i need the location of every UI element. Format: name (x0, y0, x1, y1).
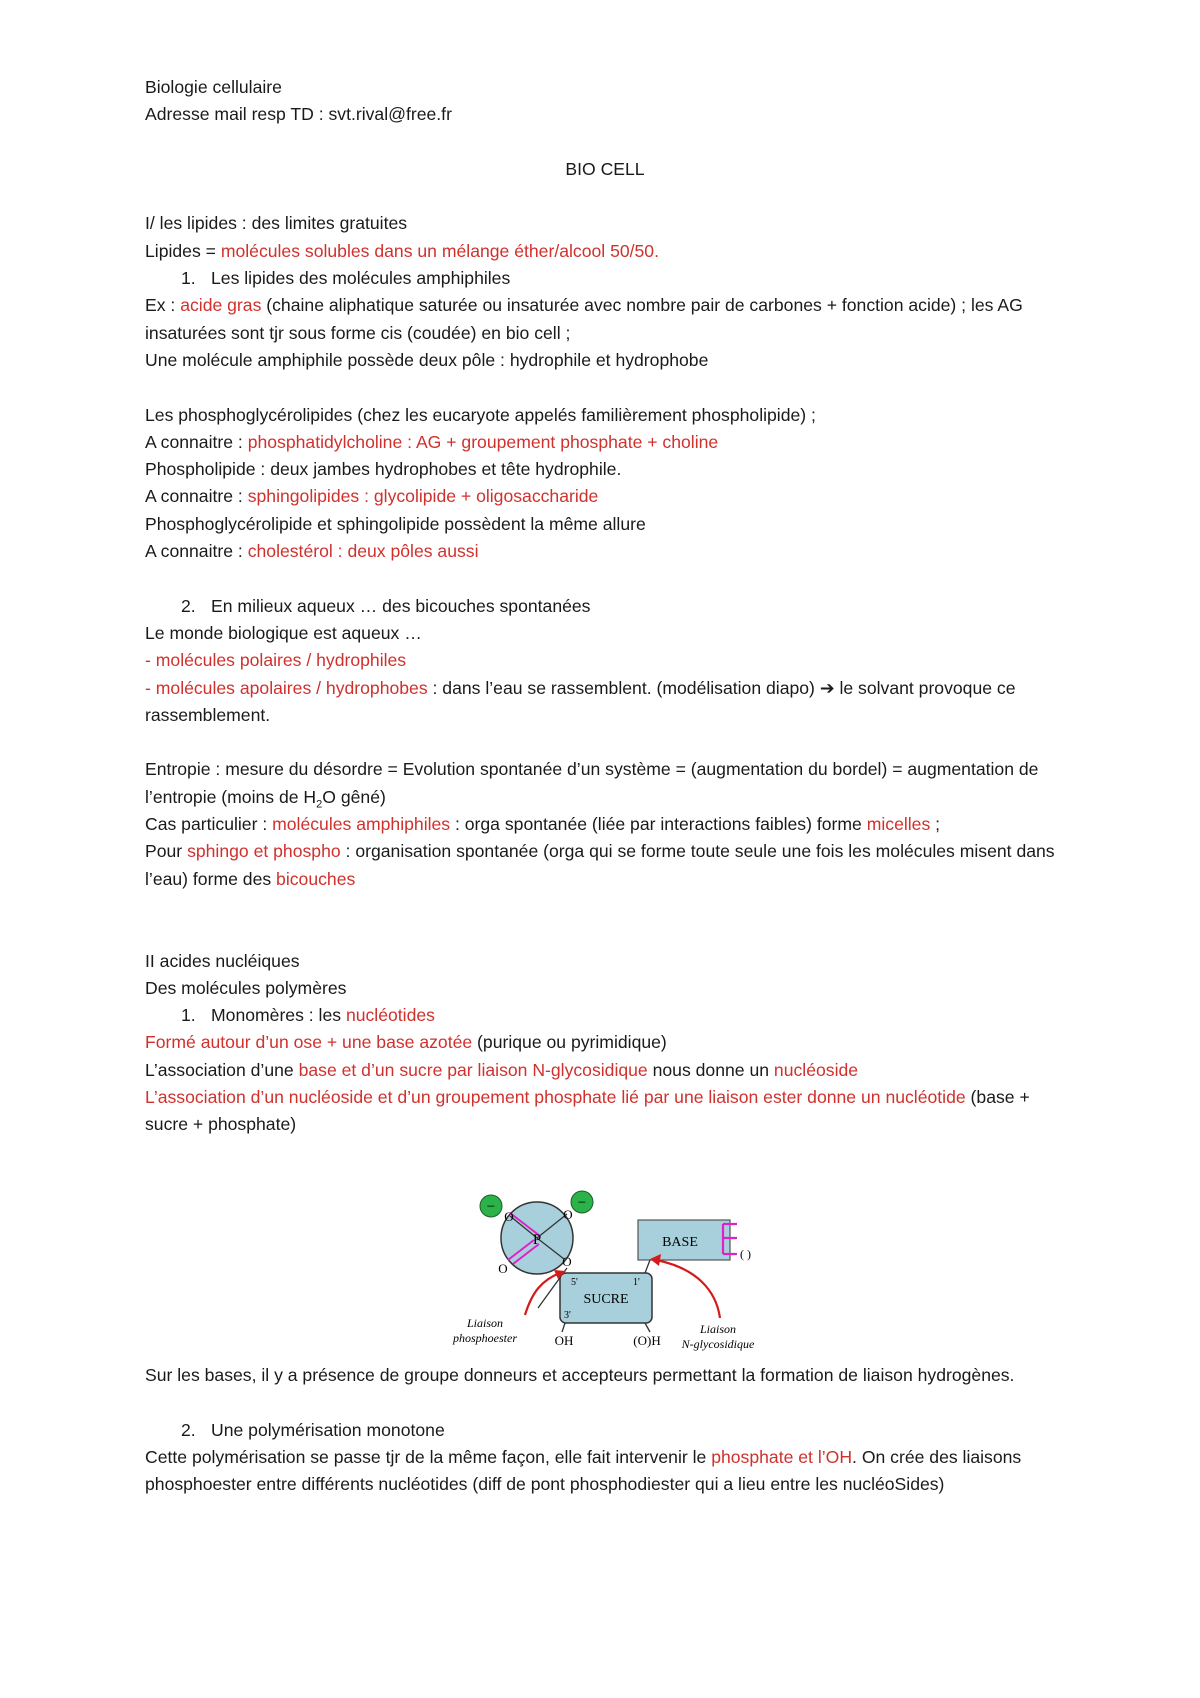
nucleotide-line: L’association d’un nucléoside et d’un groupement phosphate lié par une liaison ester donne un nucléotide (base + sucre + phosphate) (145, 1086, 1030, 1135)
arrow-icon: ➔ (819, 677, 835, 698)
liaison-phosphoester-label: Liaison (466, 1316, 504, 1330)
lipides-definition: Lipides = molécules solubles dans un mélange éther/alcool 50/50. (145, 240, 659, 261)
bases-text: Sur les bases, il y a présence de groupe donneurs et accepteurs permettant la formation de liaison hydrogènes. (145, 1365, 1015, 1385)
allure-line: Phosphoglycérolipide et sphingolipide possèdent la même allure (145, 513, 646, 534)
minus-sign: − (577, 1195, 587, 1211)
document-body-continued (145, 1362, 1065, 1498)
polymerisation-text: Cette polymérisation se passe tjr de la même façon, elle fait intervenir le phosphate et l’OH. On crée des liaisons phosphoester entre différents nucléotides (diff de pont phosphodiester qui a lieu entre les nucléoSides) (145, 1446, 1022, 1495)
section2-heading: II acides nucléiques (145, 950, 300, 971)
cas-particulier-line: Cas particulier : molécules amphiphiles : orga spontanée (liée par interactions faibles) forme micelles ; (145, 814, 941, 835)
base-label: BASE (662, 1235, 698, 1250)
carbon5-label: 5' (571, 1277, 578, 1288)
sub2-heading: 2. En milieux aqueux … des bicouches spontanées (181, 595, 591, 616)
liaison-glycosidique-label: N-glycosidique (681, 1337, 755, 1351)
section1-heading: I/ les lipides : des limites gratuites (145, 213, 408, 234)
oxygen-label: O (498, 1261, 508, 1276)
know-phosphatidylcholine: A connaitre : phosphatidylcholine : AG + groupement phosphate + choline (145, 431, 719, 452)
oh-label: OH (554, 1333, 574, 1348)
amphiphile-definition: Une molécule amphiphile possède deux pôle : hydrophile et hydrophobe (145, 349, 709, 370)
aqueux-line: Le monde biologique est aqueux … (145, 622, 422, 643)
nucleoside-line: L’association d’une base et d’un sucre par liaison N-glycosidique nous donne un nucléoside (145, 1059, 859, 1080)
course-title: Biologie cellulaire (145, 77, 282, 97)
ooh-label: (O)H (633, 1333, 661, 1348)
oxygen-label: O (563, 1207, 573, 1222)
phosphoglycerolipides-line: Les phosphoglycérolipides (chez les eucaryote appelés familièrement phospholipide) ; (145, 404, 816, 425)
section2-subheading: Des molécules polymères (145, 977, 347, 998)
forme-line: Formé autour d’un ose + une base azotée (purique ou pyrimidique) (145, 1032, 667, 1053)
entropie-line: Entropie : mesure du désordre = Evolution spontanée d’un système = (augmentation du bordel) = augmentation de l’entropie (moins de $H_2O$ gêné) (145, 759, 1039, 811)
nucleotide-diagram (440, 1180, 780, 1352)
page-title: BIO CELL (565, 158, 645, 179)
carbon3-label: 3' (564, 1310, 571, 1321)
know-sphingolipides: A connaitre : sphingolipides : glycolipide + oligosaccharide (145, 486, 599, 507)
phosphorus-label: P (532, 1232, 542, 1248)
liaison-glycosidique-label: Liaison (699, 1322, 737, 1336)
liaison-phosphoester-label: phosphoester (453, 1331, 517, 1345)
apolar-line: - molécules apolaires / hydrophobes : dans l’eau se rassemblent. (modélisation diapo) ➔ le solvant provoque ce rassemblement. (145, 677, 1016, 725)
pour-sphingo-line: Pour sphingo et phospho : organisation spontanée (orga qui se forme toute seule une fois les molécules misent dans l’eau) forme des bicouches (145, 841, 1055, 889)
acide-gras-example: Ex : acide gras (chaine aliphatique saturée ou insaturée avec nombre pair de carbones + fonction acide) ; les AG insaturées sont tjr sous forme cis (coudée) en bio cell ; (145, 295, 1023, 343)
sucre-label: SUCRE (583, 1292, 629, 1307)
document-body (145, 74, 1065, 1139)
polar-line: - molécules polaires / hydrophiles (145, 650, 407, 671)
minus-sign: − (486, 1199, 496, 1215)
know-cholesterol: A connaitre : cholestérol : deux pôles aussi (145, 541, 479, 562)
email-line: Adresse mail resp TD : svt.rival@free.fr (145, 104, 452, 125)
carbon1-label: 1' (633, 1277, 640, 1288)
monomeres-heading: 1. Monomères : les nucléotides (181, 1005, 435, 1026)
paren-label: ( ) (740, 1247, 751, 1261)
oxygen-label: O (562, 1254, 572, 1269)
phospholipide-line: Phospholipide : deux jambes hydrophobes et tête hydrophile. (145, 459, 622, 480)
sub1-heading: 1. Les lipides des molécules amphiphiles (181, 268, 511, 289)
polymerisation-heading: 2. Une polymérisation monotone (181, 1419, 445, 1440)
oxygen-label: O (504, 1209, 514, 1224)
